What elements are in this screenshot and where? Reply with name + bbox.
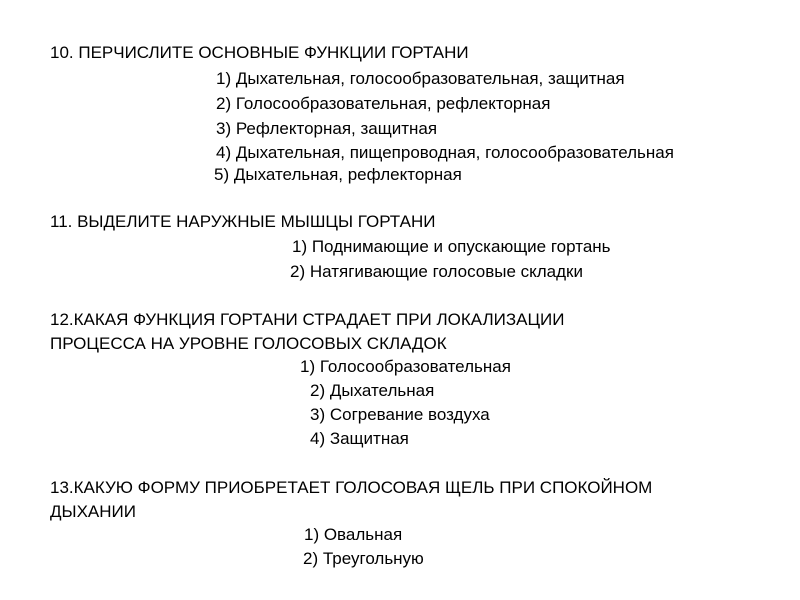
question-11-option-2: 2) Натягивающие голосовые складки	[290, 262, 583, 281]
question-11-option-1: 1) Поднимающие и опускающие гортань	[292, 237, 611, 256]
question-10-option-2: 2) Голосообразовательная, рефлекторная	[216, 94, 551, 113]
question-13-option-1: 1) Овальная	[304, 525, 403, 544]
question-10-option-3: 3) Рефлекторная, защитная	[216, 119, 438, 138]
question-10-option-4: 4) Дыхательная, пищепроводная, голосообразовательная	[216, 143, 674, 162]
question-13-title-line-1: 13.КАКУЮ ФОРМУ ПРИОБРЕТАЕТ ГОЛОСОВАЯ ЩЕЛЬ ПРИ СПОКОЙНОМ	[50, 478, 653, 497]
question-12-option-2: 2) Дыхательная	[310, 381, 435, 400]
question-10-option-5: 5) Дыхательная, рефлекторная	[214, 165, 462, 184]
question-10-option-1: 1) Дыхательная, голосообразовательная, защитная	[216, 69, 625, 88]
question-12-title-line-2: ПРОЦЕССА НА УРОВНЕ ГОЛОСОВЫХ СКЛАДОК	[50, 334, 447, 353]
question-11-title: 11. ВЫДЕЛИТЕ НАРУЖНЫЕ МЫШЦЫ ГОРТАНИ	[50, 212, 436, 231]
question-12-option-4: 4) Защитная	[310, 429, 409, 448]
question-10-title: 10. ПЕРЧИСЛИТЕ ОСНОВНЫЕ ФУНКЦИИ ГОРТАНИ	[50, 43, 469, 62]
question-13-option-2: 2) Треугольную	[303, 549, 424, 568]
question-12-option-3: 3) Согревание воздуха	[310, 405, 490, 424]
question-13-title-line-2: ДЫХАНИИ	[50, 502, 136, 521]
question-12-option-1: 1) Голосообразовательная	[300, 357, 511, 376]
question-12-title-line-1: 12.КАКАЯ ФУНКЦИЯ ГОРТАНИ СТРАДАЕТ ПРИ ЛОКАЛИЗАЦИИ	[50, 310, 565, 329]
